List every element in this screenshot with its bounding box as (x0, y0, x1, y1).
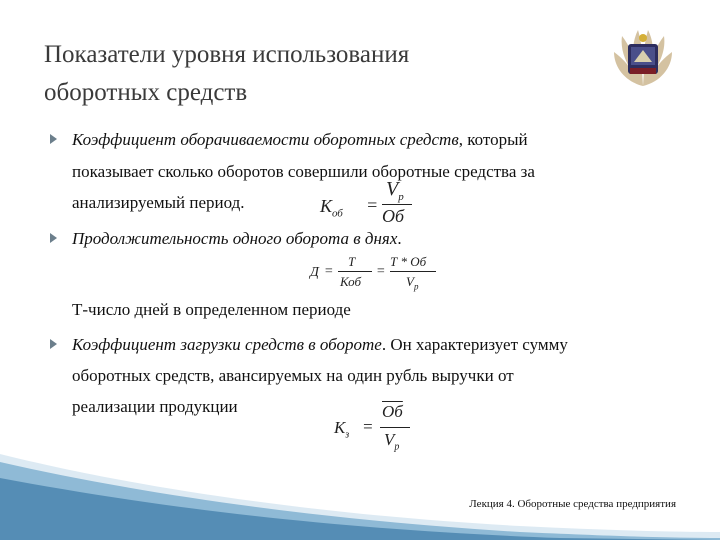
slide-title (44, 36, 409, 112)
item-2-note: Т-число дней в определенном периоде (72, 300, 351, 319)
item-1-line-3: анализируемый период. (72, 193, 245, 212)
title-line-1: Показатели уровня использования (44, 41, 410, 68)
item-3-line-3: реализации продукции (72, 397, 238, 416)
item-2-lead-end: . (397, 229, 402, 248)
bullet-marker-3 (50, 339, 57, 349)
bullet-marker-2 (50, 233, 57, 243)
university-crest-icon (608, 24, 678, 90)
item-1-lead: Коэффициент оборачиваемости оборотных средств (72, 130, 459, 149)
item-3-line-1 (72, 335, 568, 355)
item-3-line-1-rest: . Он характеризует сумму (381, 335, 568, 354)
decorative-wave (0, 450, 720, 540)
item-1-line-2: показывает сколько оборотов совершили оборотные средства за (72, 162, 535, 181)
title-line-2: оборотных средств (44, 79, 248, 106)
item-2-line-1 (72, 229, 402, 249)
footer-caption: Лекция 4. Оборотные средства предприятия (469, 498, 676, 510)
item-3-line-2: оборотных средств, авансируемых на один рубль выручки от (72, 366, 514, 385)
item-1-line-1-rest: , который (458, 130, 528, 149)
item-2-lead: Продолжительность одного оборота в днях (72, 229, 398, 248)
formula-turnover-duration: Д = Т Коб = Т * Об $V_р$ (310, 252, 438, 296)
formula-turnover-ratio: $К_{об}$ = $V_p$ Об (318, 178, 414, 228)
item-1-line-1 (72, 130, 528, 150)
bullet-marker-1 (50, 134, 57, 144)
item-3-lead: Коэффициент загрузки средств в обороте (72, 335, 382, 354)
formula-load-ratio: $К_з$ = Об $V_р$ (334, 404, 414, 456)
